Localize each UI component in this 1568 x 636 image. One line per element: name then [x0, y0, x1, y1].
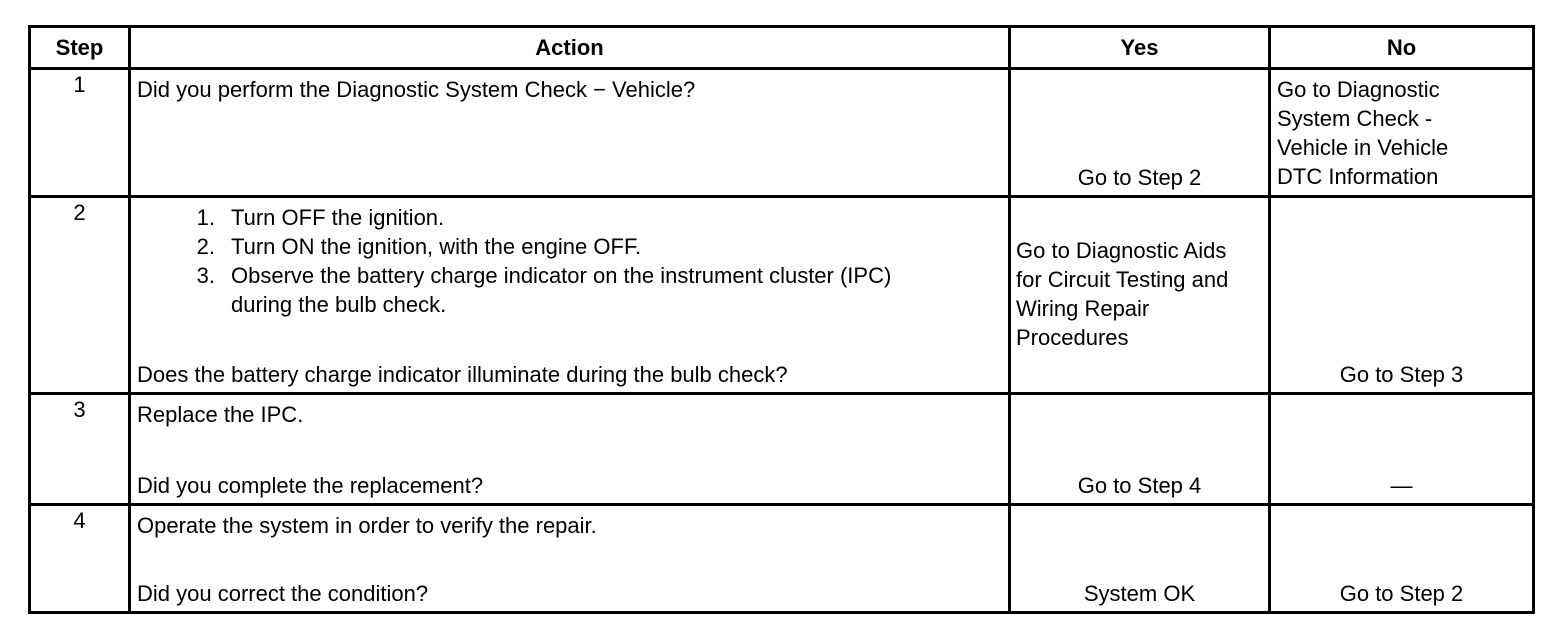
action-question: Did you correct the condition? [137, 581, 429, 606]
no-result-line: System Check - [1277, 106, 1433, 131]
no-result-line: Vehicle in Vehicle [1277, 135, 1449, 160]
action-step-number: 1. [196, 205, 215, 230]
table-row [30, 505, 1534, 613]
yes-result-line: Go to Diagnostic Aids [1016, 238, 1227, 263]
yes-cell [1010, 394, 1270, 505]
no-cell [1270, 69, 1534, 197]
table-row [30, 394, 1534, 505]
yes-result: Go to Step 2 [1077, 165, 1202, 190]
action-text: Did you perform the Diagnostic System Check − Vehicle? [137, 77, 696, 102]
action-step-text: Observe the battery charge indicator on the instrument cluster (IPC) [231, 263, 892, 288]
diagnostic-table [28, 25, 1535, 614]
header-action: Action [130, 27, 1010, 69]
yes-result-line: for Circuit Testing and [1016, 267, 1229, 292]
step-number: 4 [30, 505, 130, 613]
header-step: Step [30, 27, 130, 69]
action-cell [130, 394, 1010, 505]
action-question: Does the battery charge indicator illuminate during the bulb check? [137, 362, 788, 387]
header-row [30, 27, 1534, 69]
action-cell [130, 69, 1010, 197]
yes-result [1016, 236, 1264, 352]
action-step-number: 2. [196, 234, 215, 259]
no-result [1277, 75, 1526, 191]
no-result: — [1390, 473, 1413, 498]
action-step-text: Turn OFF the ignition. [231, 205, 445, 230]
action-cell [130, 197, 1010, 394]
yes-result: System OK [1083, 581, 1196, 606]
no-result-line: DTC Information [1277, 164, 1439, 189]
yes-cell [1010, 197, 1270, 394]
action-steps-list [137, 203, 1002, 319]
no-cell [1270, 394, 1534, 505]
no-result: Go to Step 3 [1339, 362, 1464, 387]
action-step-text: during the bulb check. [231, 292, 447, 317]
yes-cell [1010, 69, 1270, 197]
action-text: Replace the IPC. [137, 402, 304, 427]
action-step-item [137, 203, 1002, 232]
action-step-number: 3. [196, 263, 215, 288]
action-step-item [137, 232, 1002, 261]
header-yes: Yes [1010, 27, 1270, 69]
table-row [30, 69, 1534, 197]
step-number: 3 [30, 394, 130, 505]
action-cell [130, 505, 1010, 613]
action-question: Did you complete the replacement? [137, 473, 484, 498]
step-number: 2 [30, 197, 130, 394]
header-no: No [1270, 27, 1534, 69]
no-cell [1270, 505, 1534, 613]
yes-cell [1010, 505, 1270, 613]
table-row [30, 197, 1534, 394]
yes-result: Go to Step 4 [1077, 473, 1202, 498]
step-number: 1 [30, 69, 130, 197]
yes-result-line: Wiring Repair [1016, 296, 1150, 321]
action-text: Operate the system in order to verify the repair. [137, 513, 597, 538]
yes-result-line: Procedures [1016, 325, 1129, 350]
action-step-text: Turn ON the ignition, with the engine OFF. [231, 234, 642, 259]
no-result: Go to Step 2 [1339, 581, 1464, 606]
no-result-line: Go to Diagnostic [1277, 77, 1440, 102]
no-cell [1270, 197, 1534, 394]
action-step-item [137, 261, 1002, 319]
